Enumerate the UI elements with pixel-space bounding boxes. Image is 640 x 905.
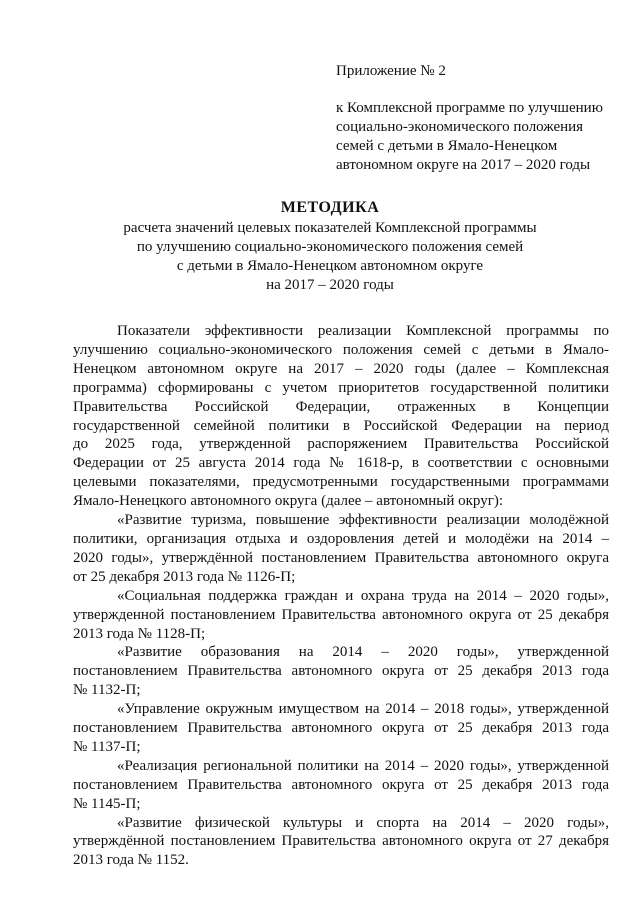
document-heading [60, 198, 600, 295]
document-body [73, 322, 609, 870]
document-subtitle-line: по улучшению социально-экономического положения семей [136, 239, 524, 255]
paragraph-line: государственной семейной политики в Российской Федерации на период [73, 417, 609, 434]
paragraph-line: Ненецком автономном округе на 2017 – 2020 годы (далее – Комплексная [73, 360, 609, 377]
paragraph [73, 814, 609, 871]
document-subtitle-line: на 2017 – 2020 годы [266, 277, 394, 293]
paragraph-line: 2013 года № 1152. [73, 852, 189, 869]
appendix-line: автономном округе на 2017 – 2020 годы [336, 157, 591, 173]
appendix-line: к Комплексной программе по улучшению [336, 100, 603, 116]
paragraph-line: «Управление окружным имуществом на 2014 – 2018 годы», утвержденной [117, 701, 609, 718]
paragraph-line: постановлением Правительства автономного округа от 25 декабря 2013 года [73, 776, 609, 793]
paragraph-line: 2013 года № 1128-П; [73, 625, 206, 642]
document-title: МЕТОДИКА [280, 199, 380, 216]
paragraph [73, 700, 609, 757]
paragraph [73, 643, 609, 700]
paragraph-line: 2020 годы», утверждённой постановлением Правительства автономного округа [73, 549, 609, 566]
appendix-block [336, 62, 626, 175]
paragraph-line: до 2025 года, утвержденной распоряжением Правительства Российской [73, 436, 609, 453]
paragraph-line: № 1145-П; [73, 795, 141, 812]
paragraph-line: политики, организация отдыха и оздоровления детей и молодёжи на 2014 – [73, 530, 609, 547]
paragraph-line: утвержденной постановлением Правительства автономного округа от 25 декабря [73, 606, 609, 623]
paragraph-line: № 1137-П; [73, 738, 141, 755]
paragraph-line: постановлением Правительства автономного округа от 25 декабря 2013 года [73, 663, 609, 680]
paragraph-line: «Развитие туризма, повышение эффективности реализации молодёжной [117, 512, 609, 529]
appendix-line: социально-экономического положения [336, 119, 584, 135]
paragraph-line: целевыми показателями, предусмотренными государственными программами [73, 474, 609, 491]
paragraph-line: Ямало-Ненецкого автономного округа (далее – автономный округ): [73, 493, 504, 510]
paragraph [73, 757, 609, 814]
paragraph-line: «Реализация региональной политики на 2014 – 2020 годы», утвержденной [117, 757, 609, 774]
paragraph-line: «Развитие физической культуры и спорта на 2014 – 2020 годы», [117, 814, 609, 831]
paragraph [73, 587, 609, 644]
paragraph-line: от 25 декабря 2013 года № 1126-П; [73, 568, 296, 585]
paragraph-line: постановлением Правительства автономного округа от 25 декабря 2013 года [73, 720, 609, 737]
paragraph-line: программа) сформированы с учетом приоритетов государственной политики [73, 379, 609, 396]
paragraph [73, 322, 609, 511]
paragraph-line: улучшению социально-экономического положения семей с детьми в Ямало- [73, 341, 609, 358]
paragraph-line: «Социальная поддержка граждан и охрана труда на 2014 – 2020 годы», [117, 587, 609, 604]
paragraph-line: Правительства Российской Федерации, отраженных в Концепции [73, 398, 609, 415]
appendix-line: семей с детьми в Ямало-Ненецком [336, 138, 558, 154]
paragraph-line: утверждённой постановлением Правительства автономного округа от 27 декабря [73, 833, 609, 850]
paragraph-line: Показатели эффективности реализации Комплексной программы по [117, 323, 609, 339]
paragraph-line: № 1132-П; [73, 682, 141, 699]
document-subtitle-line: расчета значений целевых показателей Комплексной программы [123, 220, 537, 236]
paragraph-line: Федерации от 25 августа 2014 года № 1618-р, в соответствии с основными [73, 455, 609, 472]
paragraph [73, 511, 609, 587]
document-subtitle-line: с детьми в Ямало-Ненецком автономном округе [176, 258, 484, 274]
appendix-title: Приложение № 2 [336, 63, 446, 79]
paragraph-line: «Развитие образования на 2014 – 2020 годы», утвержденной [117, 644, 609, 661]
